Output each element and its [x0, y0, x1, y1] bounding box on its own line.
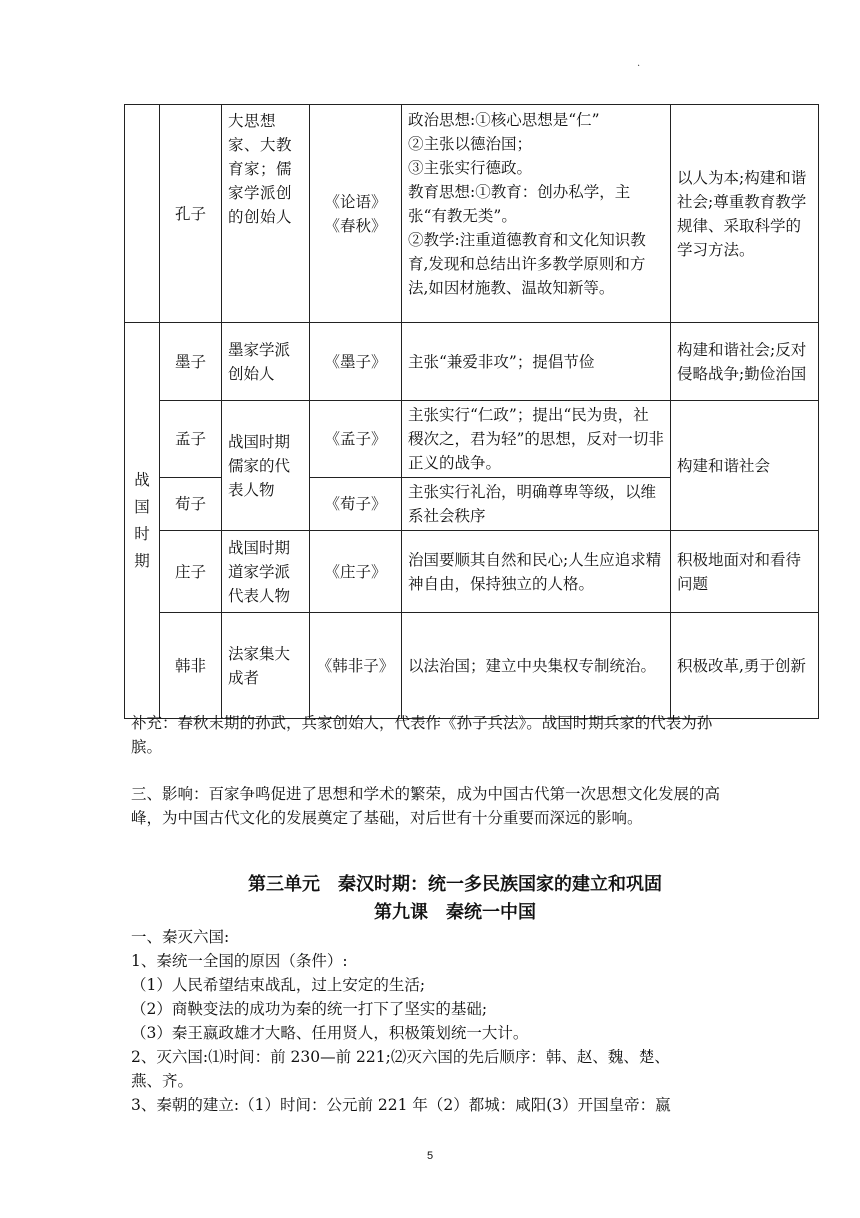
lesson-body [131, 925, 741, 1117]
header-mark: . [637, 58, 641, 69]
thinker-identity: 战国时期儒家的代表人物 [222, 401, 310, 531]
thinker-books [310, 531, 402, 613]
thought-line: 主张实行“仁政”；提出“民为贵，社稷次之，君为轻”的思想，反对一切非正义的战争。 [408, 406, 664, 472]
thinker-identity: 战国时期道家学派代表人物 [222, 531, 310, 613]
thought-line: 政治思想:①核心思想是“仁” [408, 111, 600, 129]
thinker-books [310, 401, 402, 478]
thinker-influence: 积极改革,勇于创新 [671, 613, 819, 719]
thinker-books [310, 323, 402, 401]
thinker-identity: 大思想家、大教育家；儒家学派创的创始人 [222, 105, 310, 323]
thinker-thought [402, 613, 671, 719]
unit-title: 第三单元 秦汉时期：统一多民族国家的建立和巩固 [248, 874, 662, 895]
thought-line: ②教学:注重道德教育和文化知识教育,发现和总结出许多教学原则和方法,如因材施教、温故知新等。 [408, 231, 646, 297]
thinker-thought [402, 401, 671, 478]
table-row [125, 323, 819, 401]
body-line: （2）商鞅变法的成功为秦的统一打下了坚实的基础; [131, 1000, 488, 1018]
body-line: 燕、齐。 [131, 1072, 194, 1090]
thinker-name: 庄子 [160, 531, 222, 613]
table-row [125, 401, 819, 478]
thought-line: 治国要顺其自然和民心;人生应追求精神自由，保持独立的人格。 [408, 550, 662, 593]
influence-paragraph: 三、影响：百家争鸣促进了思想和学术的繁荣，成为中国古代第一次思想文化发展的高峰，为中国古代文化的发展奠定了基础，对后世有十分重要而深远的影响。 [131, 785, 721, 827]
body-line: 1、秦统一全国的原因（条件）: [131, 952, 348, 970]
thought-line: 以法治国；建立中央集权专制统治。 [408, 656, 657, 675]
body-line: （1）人民希望结束战乱，过上安定的生活; [131, 976, 426, 994]
thinker-influence: 构建和谐社会;反对侵略战争;勤俭治国 [671, 323, 819, 401]
table-row [125, 105, 819, 323]
thinker-thought [402, 531, 671, 613]
thought-line: ②主张以德治国； [408, 135, 533, 153]
page-number: 5 [426, 1150, 434, 1162]
thinker-name: 韩非 [160, 613, 222, 719]
era-label: 战国时期 [134, 470, 150, 570]
thinker-books [310, 613, 402, 719]
book-title: 《论语》 [324, 192, 387, 211]
table-row [125, 531, 819, 613]
book-title: 《春秋》 [324, 216, 387, 235]
thinker-influence: 积极地面对和看待问题 [671, 531, 819, 613]
table-row [125, 613, 819, 719]
thinker-name: 墨子 [160, 323, 222, 401]
thinker-thought [402, 478, 671, 531]
body-line: 3、秦朝的建立:（1）时间：公元前 221 年（2）都城：咸阳(3）开国皇帝：嬴 [131, 1096, 671, 1114]
book-title: 《荀子》 [324, 495, 387, 513]
era-cell-spring-autumn [125, 105, 160, 323]
thinkers-table [124, 104, 819, 719]
body-line: （3）秦王嬴政雄才大略、任用贤人，积极策划统一大计。 [131, 1024, 529, 1042]
thinker-identity: 墨家学派创始人 [222, 323, 310, 401]
thinker-thought [402, 323, 671, 401]
thinker-name: 孔子 [160, 105, 222, 323]
thinker-influence: 构建和谐社会 [671, 401, 819, 531]
thinker-name: 孟子 [160, 401, 222, 478]
book-title: 《庄子》 [324, 562, 387, 581]
thinker-name: 荀子 [160, 478, 222, 531]
thought-line: 教育思想:①教育：创办私学，主张“有教无类”。 [408, 183, 631, 225]
thinker-books [310, 478, 402, 531]
thought-line: ③主张实行德政。 [408, 159, 533, 177]
thought-line: 主张“兼爱非攻”；提倡节俭 [408, 352, 595, 371]
book-title: 《韩非子》 [316, 656, 395, 675]
lesson-title: 第九课 秦统一中国 [374, 902, 536, 923]
book-title: 《墨子》 [324, 352, 387, 371]
thinker-thought [402, 105, 671, 323]
thinker-identity: 法家集大成者 [222, 613, 310, 719]
book-title: 《孟子》 [324, 430, 387, 448]
supplement-paragraph: 补充：春秋末期的孙武，兵家创始人，代表作《孙子兵法》。战国时期兵家的代表为孙膑。 [131, 714, 713, 756]
thinker-influence: 以人为本;构建和谐社会;尊重教育教学规律、采取科学的学习方法。 [671, 105, 819, 323]
body-line: 一、秦灭六国: [131, 928, 230, 946]
thinker-books [310, 105, 402, 323]
body-line: 2、灭六国:⑴时间：前 230—前 221;⑵灭六国的先后顺序：韩、赵、魏、楚、 [131, 1048, 670, 1066]
era-cell-warring-states [125, 323, 160, 719]
thought-line: 主张实行礼治，明确尊卑等级，以维系社会秩序 [408, 483, 657, 525]
